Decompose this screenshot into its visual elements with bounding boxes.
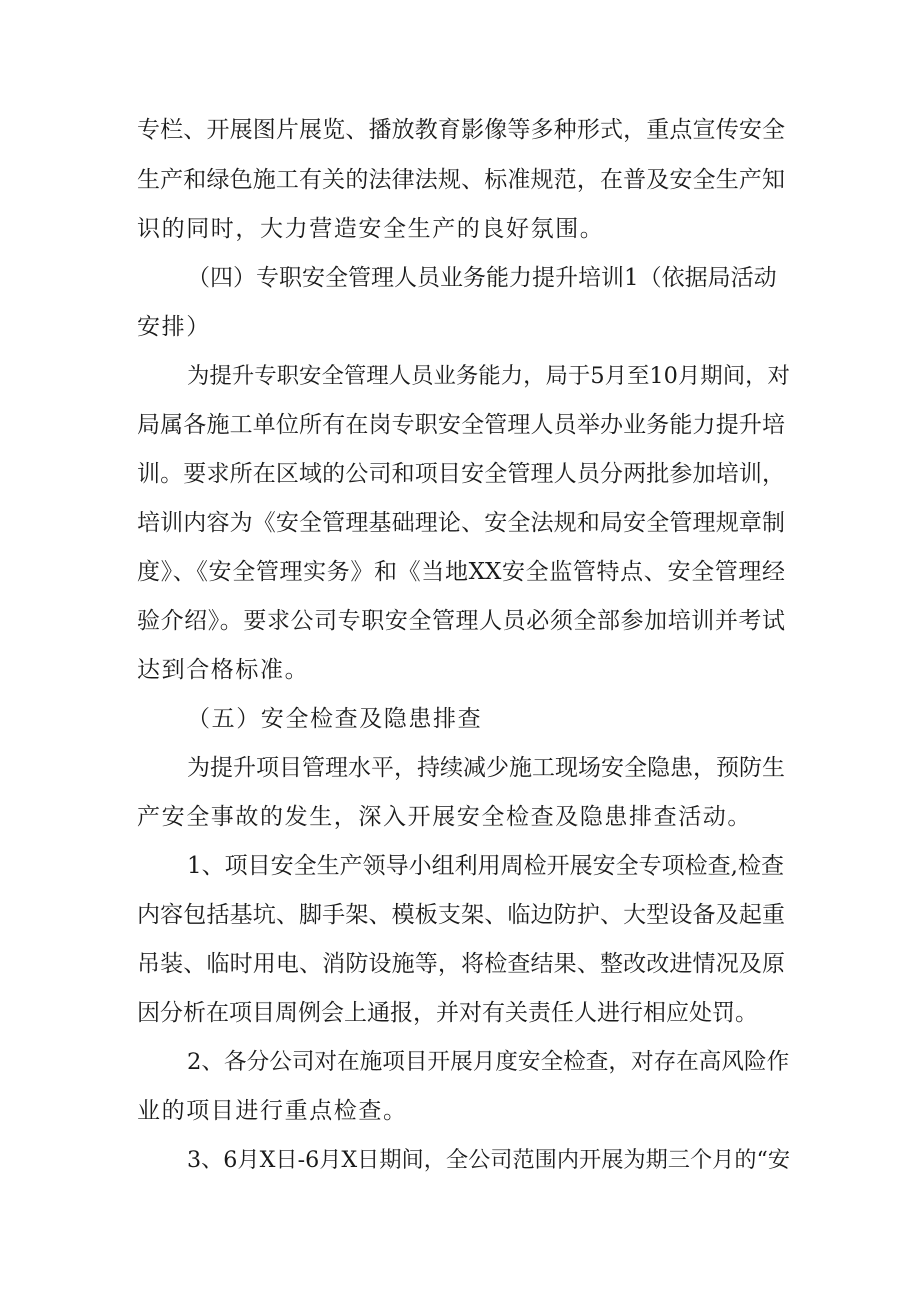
text-line: 生产和绿色施工有关的法律法规、标准规范，在普及安全生产知: [137, 167, 785, 193]
text-line: 培训内容为《安全管理基础理论、安全法规和局安全管理规章制: [137, 510, 785, 536]
text-line: 安排）: [137, 314, 211, 340]
text-line: 内容包括基坑、脚手架、模板支架、临边防护、大型设备及起重: [137, 902, 785, 928]
list-item-1: 1、项目安全生产领导小组利用周检开展安全专项检查,检查: [187, 853, 784, 879]
paragraph-start: 为提升项目管理水平，持续减少施工现场安全隐患，预防生: [187, 755, 785, 781]
text-line: 吊装、临时用电、消防设施等，将检查结果、整改改进情况及原: [137, 951, 785, 977]
text-line: 因分析在项目周例会上通报，并对有关责任人进行相应处罚。: [137, 1000, 758, 1026]
section-heading-4: （四）专职安全管理人员业务能力提升培训1（依据局活动: [187, 265, 777, 291]
text-line: 识的同时，大力营造安全生产的良好氛围。: [137, 216, 605, 242]
text-line: 达到合格标准。: [137, 657, 310, 683]
text-line: 度》、《安全管理实务》和《当地XX安全监管特点、安全管理经: [137, 559, 785, 585]
text-line: 训。要求所在区域的公司和项目安全管理人员分两批参加培训，: [137, 461, 785, 487]
text-line: 验介绍》。要求公司专职安全管理人员必须全部参加培训并考试: [137, 608, 785, 634]
text-line: 产安全事故的发生，深入开展安全检查及隐患排查活动。: [137, 804, 752, 830]
text-line: 局属各施工单位所有在岗专职安全管理人员举办业务能力提升培: [137, 412, 785, 438]
list-item-2: 2、各分公司对在施项目开展月度安全检查，对存在高风险作: [187, 1049, 790, 1075]
list-item-3: 3、6月X日-6月X日期间，全公司范围内开展为期三个月的“安: [187, 1147, 791, 1173]
paragraph-start: 为提升专职安全管理人员业务能力，局于5月至10月期间，对: [187, 363, 790, 389]
section-heading-5: （五）安全检查及隐患排查: [187, 706, 483, 732]
text-line: 专栏、开展图片展览、播放教育影像等多种形式，重点宣传安全: [137, 117, 785, 143]
text-line: 业的项目进行重点检查。: [137, 1098, 408, 1124]
